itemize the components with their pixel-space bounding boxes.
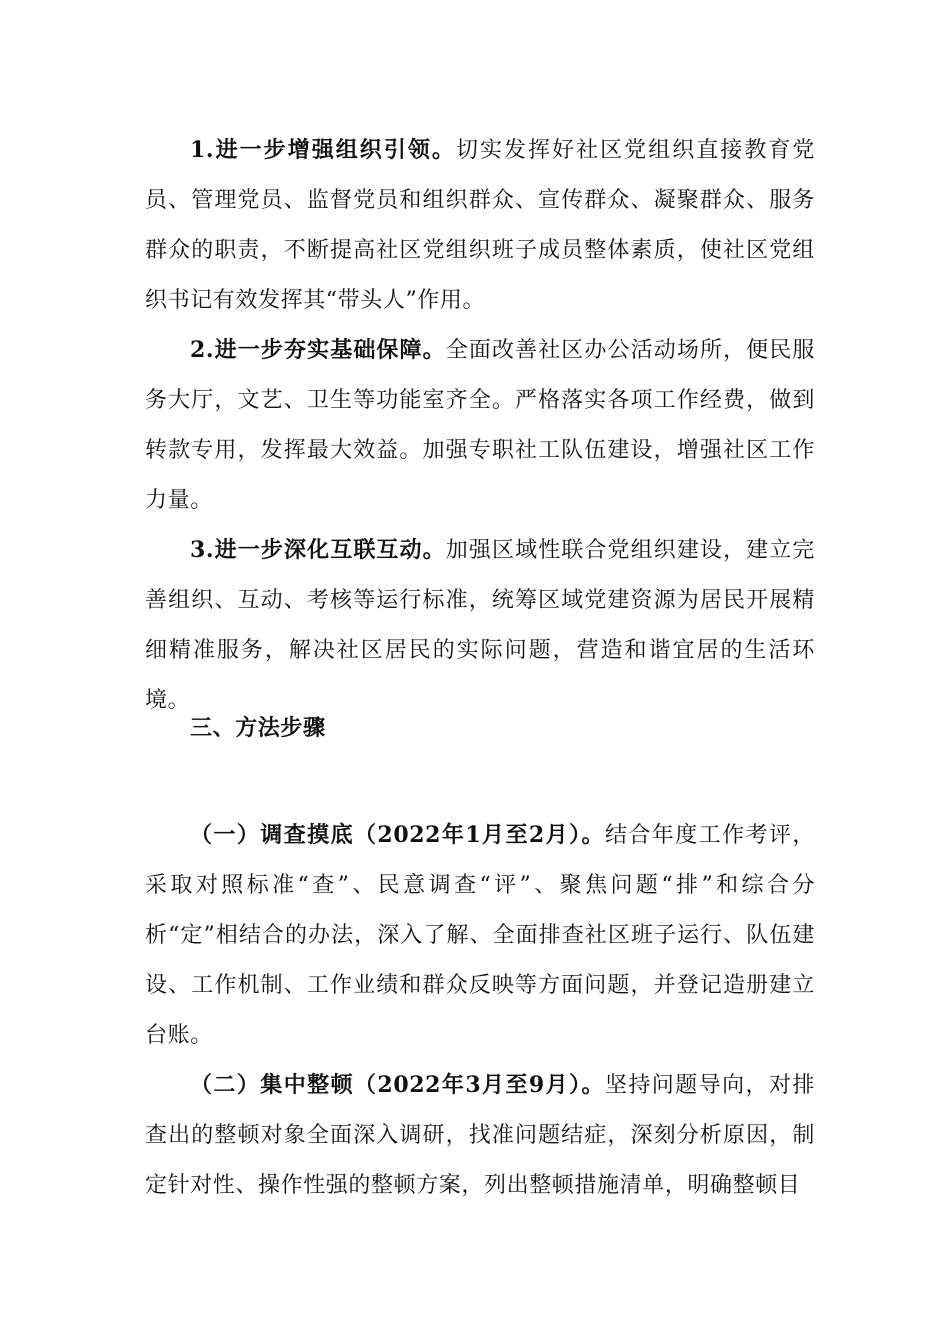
paragraph-lead: （二）集中整顿（2022年3月至9月）。	[190, 1072, 605, 1098]
paragraph-step-survey	[145, 810, 815, 1061]
paragraph-body: 结合年度工作考评，采取对照标准“查”、民意调查“评”、聚焦问题“排”和综合分析“定”相结合的办法，深入了解、全面排查社区班子运行、队伍建设、工作机制、工作业绩和群众反映等方面问题，并登记造册建立台账。	[145, 823, 815, 1048]
paragraph-body: 切实发挥好社区党组织直接教育党员、管理党员、监督党员和组织群众、宣传群众、凝聚群众、服务群众的职责，不断提高社区党组织班子成员整体素质，使社区党组织书记有效发挥其“带头人”作用。	[145, 138, 815, 313]
paragraph-body: 全面改善社区办公活动场所，便民服务大厅，文艺、卫生等功能室齐全。严格落实各项工作经费，做到转款专用，发挥最大效益。加强专职社工队伍建设，增强社区工作力量。	[145, 338, 815, 513]
paragraph-lead: 3.进一步深化互联互动。	[190, 537, 446, 563]
paragraph-body: 坚持问题导向，对排查出的整顿对象全面深入调研，找准问题结症，深刻分析原因，制定针对性、操作性强的整顿方案，列出整顿措施清单，明确整顿目	[145, 1073, 815, 1198]
paragraph-strengthen-organization	[145, 125, 815, 326]
paragraph-body: 加强区域性联合党组织建设，建立完善组织、互动、考核等运行标准，统筹区域党建资源为居民开展精细精准服务，解决社区居民的实际问题，营造和谐宜居的生活环境。	[145, 538, 815, 713]
paragraph-consolidate-foundation	[145, 325, 815, 526]
paragraph-lead: （一）调查摸底（2022年1月至2月）。	[190, 822, 605, 848]
paragraph-lead: 1.进一步增强组织引领。	[190, 137, 456, 163]
paragraph-lead: 2.进一步夯实基础保障。	[190, 337, 446, 363]
paragraph-step-rectification	[145, 1060, 815, 1211]
section-heading-methods: 三、方法步骤	[190, 715, 326, 741]
paragraph-deepen-interaction	[145, 525, 815, 726]
